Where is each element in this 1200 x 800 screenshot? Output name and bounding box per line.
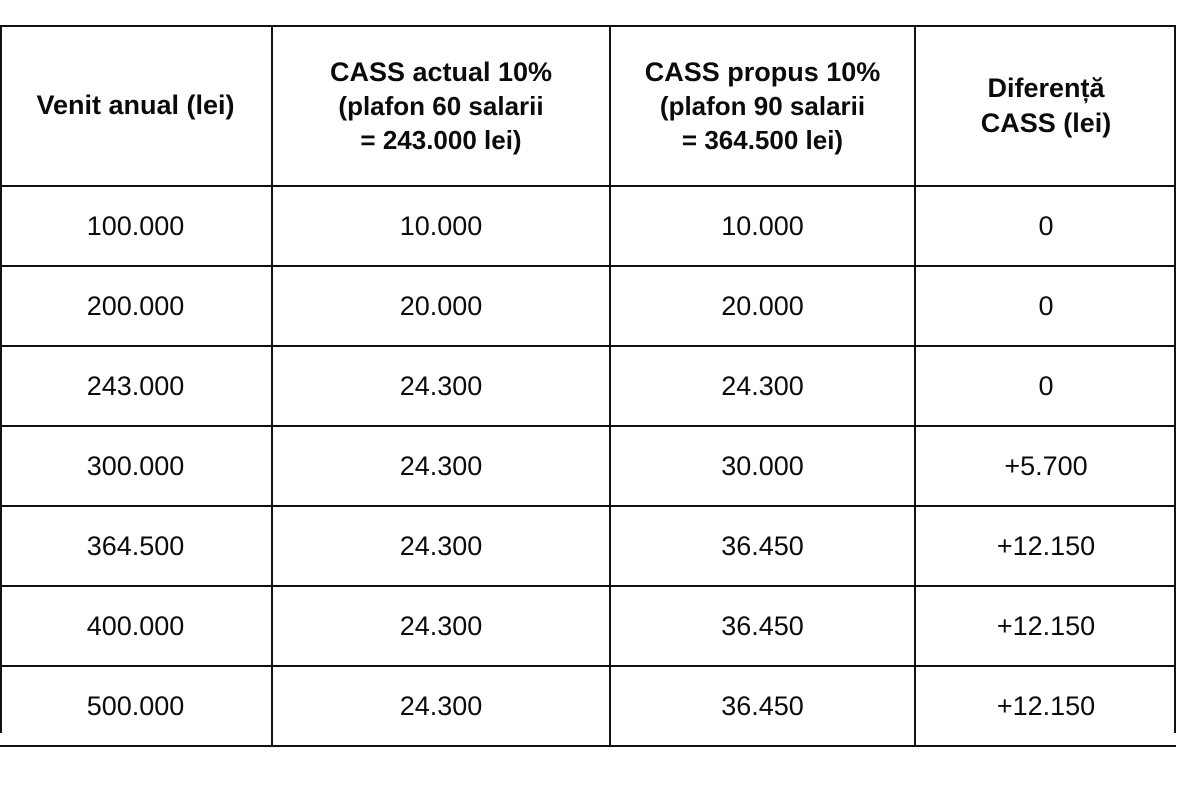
column-header-line2: CASS (lei) [980, 108, 1112, 138]
table-body [0, 186, 1176, 746]
table-header-row [0, 26, 1176, 186]
cell-cass-propus: 36.450 [610, 586, 915, 666]
table-row [0, 666, 1176, 746]
table-row [0, 426, 1176, 506]
cell-venit-anual: 400.000 [0, 586, 272, 666]
cell-diferenta-cass: +12.150 [915, 666, 1176, 746]
cell-diferenta-cass: +12.150 [915, 506, 1176, 586]
cell-diferenta-cass: 0 [915, 266, 1176, 346]
cell-venit-anual: 200.000 [0, 266, 272, 346]
cell-cass-actual: 24.300 [272, 666, 610, 746]
table-row [0, 266, 1176, 346]
cell-cass-propus: 10.000 [610, 186, 915, 266]
cell-cass-actual: 24.300 [272, 426, 610, 506]
cell-cass-propus: 30.000 [610, 426, 915, 506]
cell-cass-actual: 24.300 [272, 346, 610, 426]
table-row [0, 346, 1176, 426]
cell-venit-anual: 100.000 [0, 186, 272, 266]
cell-cass-propus: 24.300 [610, 346, 915, 426]
column-header-line2: (plafon 60 salarii [338, 90, 544, 121]
table-header [0, 26, 1176, 186]
cell-cass-actual: 10.000 [272, 186, 610, 266]
cell-cass-actual: 24.300 [272, 506, 610, 586]
cell-diferenta-cass: +5.700 [915, 426, 1176, 506]
cell-venit-anual: 500.000 [0, 666, 272, 746]
table-row [0, 186, 1176, 266]
column-header-diferenta-cass [915, 26, 1176, 186]
cell-diferenta-cass: 0 [915, 186, 1176, 266]
cell-venit-anual: 243.000 [0, 346, 272, 426]
column-header-line1: Diferență [987, 72, 1105, 103]
table-left-frame-line [0, 25, 2, 733]
column-header-line1: Venit anual (lei) [36, 90, 235, 121]
cass-comparison-table [0, 25, 1176, 747]
column-header-line3: = 243.000 lei) [360, 124, 522, 155]
cell-venit-anual: 364.500 [0, 506, 272, 586]
table-row [0, 586, 1176, 666]
column-header-cass-propus [610, 26, 915, 186]
cell-cass-actual: 20.000 [272, 266, 610, 346]
column-header-cass-actual [272, 26, 610, 186]
cell-venit-anual: 300.000 [0, 426, 272, 506]
table-right-frame-line [1174, 25, 1176, 733]
table-row [0, 506, 1176, 586]
cell-cass-actual: 24.300 [272, 586, 610, 666]
cell-cass-propus: 36.450 [610, 506, 915, 586]
cell-cass-propus: 20.000 [610, 266, 915, 346]
column-header-line3: = 364.500 lei) [681, 124, 844, 155]
column-header-line2: (plafon 90 salarii [659, 90, 866, 121]
cell-diferenta-cass: +12.150 [915, 586, 1176, 666]
cell-cass-propus: 36.450 [610, 666, 915, 746]
column-header-venit-anual [0, 26, 272, 186]
cell-diferenta-cass: 0 [915, 346, 1176, 426]
column-header-line1: CASS propus 10% [644, 56, 881, 87]
column-header-line1: CASS actual 10% [329, 56, 553, 87]
